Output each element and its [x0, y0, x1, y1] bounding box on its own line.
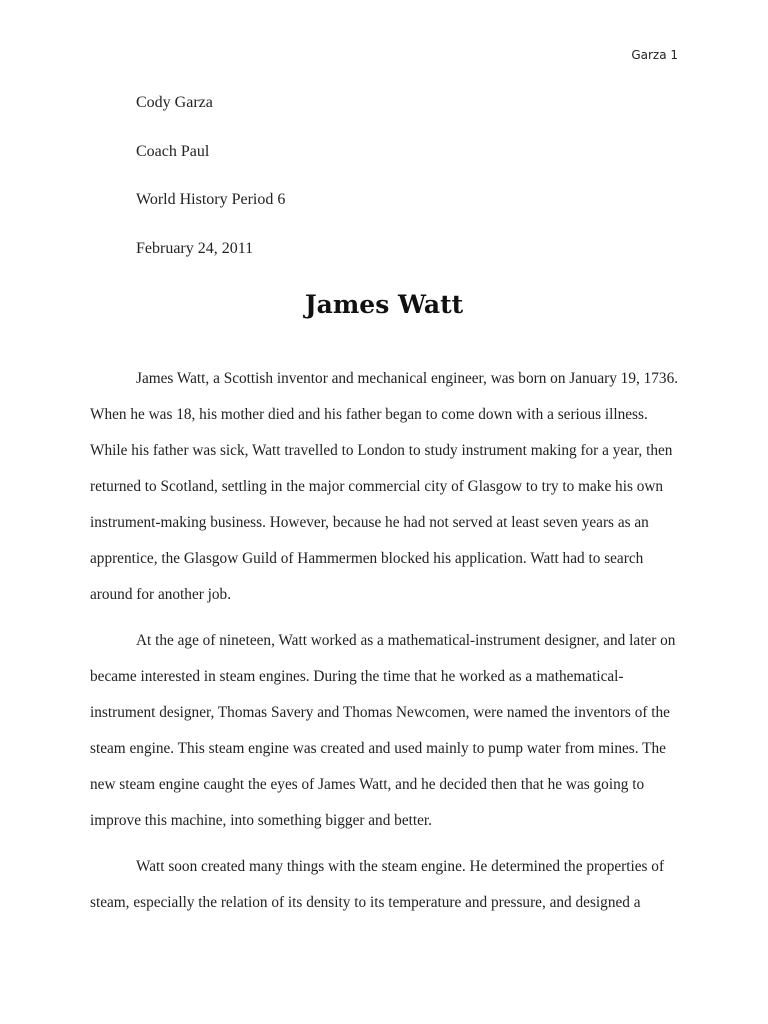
paragraph-3: Watt soon created many things with the steam engine. He determined the properties of steam, especially the relation of its density to its temperature and pressure, and designed a [90, 858, 665, 911]
essay-date: February 24, 2011 [136, 240, 254, 257]
essay-body-3 [90, 849, 680, 921]
course-name: World History Period 6 [136, 191, 286, 208]
page-header-label: Garza 1 [631, 48, 678, 62]
teacher-name: Coach Paul [136, 143, 210, 160]
essay-body [90, 361, 680, 613]
student-name: Cody Garza [136, 94, 213, 111]
paragraph-2: At the age of nineteen, Watt worked as a mathematical-instrument designer, and later on became interested in steam engines. During the time that he worked as a mathematical-instrument designer, Thomas Savery and Thomas Newcomen, were named the inventors of the steam engine. This steam engine was created and used mainly to pump water from mines. The new steam engine caught the eyes of James Watt, and he decided then that he was going to improve this machine, into something bigger and better. [90, 632, 676, 829]
paragraph-1: James Watt, a Scottish inventor and mechanical engineer, was born on January 19, 1736. When he was 18, his mother died and his father began to come down with a serious illness. While his father was sick, Watt travelled to London to study instrument making for a year, then returned to Scotland, settling in the major commercial city of Glasgow to try to make his own instrument-making business. However, because he had not served at least seven years as an apprentice, the Glasgow Guild of Hammermen blocked his application. Watt had to search around for another job. [90, 370, 679, 603]
essay-body-2 [90, 623, 680, 839]
essay-title: James Watt [304, 290, 464, 319]
